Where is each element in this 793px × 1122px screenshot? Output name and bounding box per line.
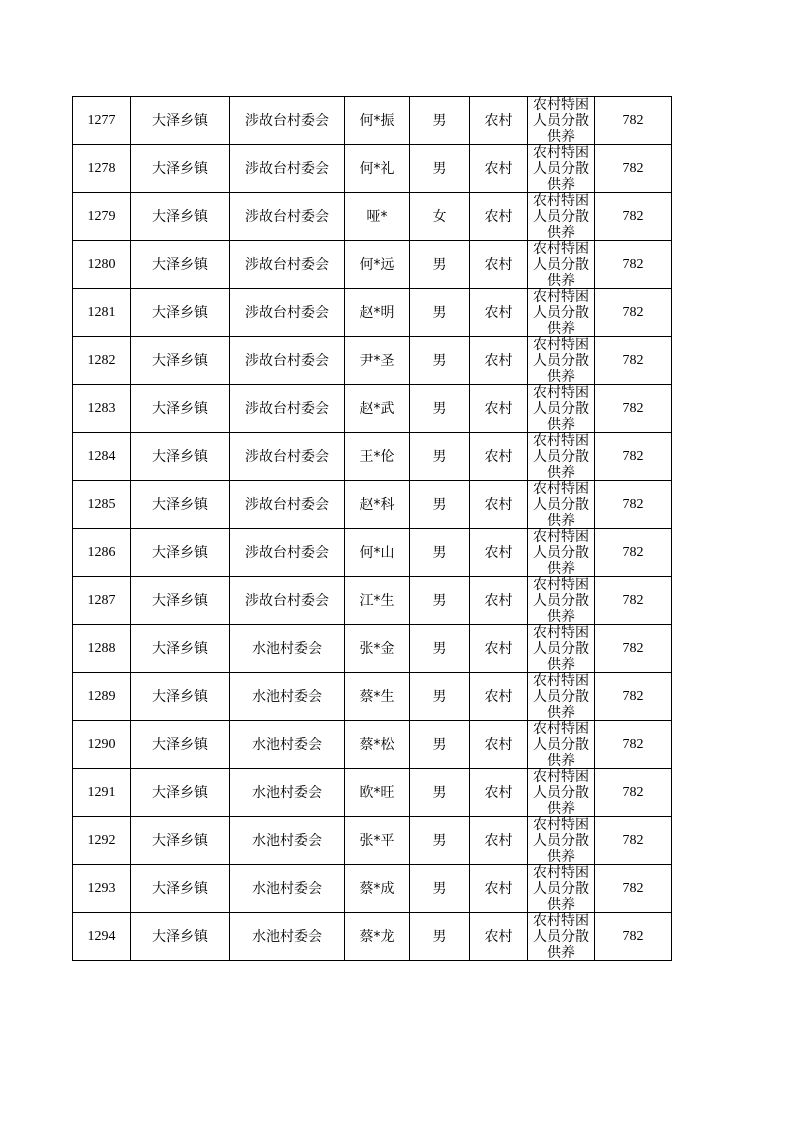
table-row [73,481,672,529]
amount-cell: 782 [595,241,672,289]
village-committee-cell: 水池村委会 [230,625,345,673]
serial-number-cell: 1288 [73,625,131,673]
township-cell: 大泽乡镇 [131,721,230,769]
village-committee-cell: 涉故台村委会 [230,289,345,337]
person-name-cell: 何*振 [345,97,410,145]
township-cell: 大泽乡镇 [131,481,230,529]
support-category-cell [528,433,595,481]
support-category-text: 农村特困人员分散供养 [533,817,589,864]
area-type-cell: 农村 [470,481,528,529]
support-category-cell [528,289,595,337]
support-category-cell [528,385,595,433]
village-committee-cell: 水池村委会 [230,913,345,961]
roster-body [73,97,672,961]
support-category-text: 农村特困人员分散供养 [533,145,589,192]
person-name-cell: 何*远 [345,241,410,289]
support-category-text: 农村特困人员分散供养 [533,481,589,528]
person-name-cell: 王*伦 [345,433,410,481]
person-name-cell: 赵*科 [345,481,410,529]
support-category-text: 农村特困人员分散供养 [533,721,589,768]
village-committee-cell: 水池村委会 [230,721,345,769]
amount-cell: 782 [595,481,672,529]
support-category-text: 农村特困人员分散供养 [533,625,589,672]
amount-cell: 782 [595,769,672,817]
amount-cell: 782 [595,145,672,193]
village-committee-cell: 涉故台村委会 [230,433,345,481]
area-type-cell: 农村 [470,241,528,289]
area-type-cell: 农村 [470,193,528,241]
serial-number-cell: 1291 [73,769,131,817]
person-name-cell: 张*平 [345,817,410,865]
person-name-cell: 江*生 [345,577,410,625]
person-name-cell: 张*金 [345,625,410,673]
gender-cell: 男 [410,817,470,865]
township-cell: 大泽乡镇 [131,625,230,673]
table-row [73,673,672,721]
township-cell: 大泽乡镇 [131,289,230,337]
serial-number-cell: 1289 [73,673,131,721]
village-committee-cell: 水池村委会 [230,673,345,721]
area-type-cell: 农村 [470,385,528,433]
area-type-cell: 农村 [470,289,528,337]
area-type-cell: 农村 [470,817,528,865]
amount-cell: 782 [595,193,672,241]
serial-number-cell: 1282 [73,337,131,385]
person-name-cell: 蔡*松 [345,721,410,769]
township-cell: 大泽乡镇 [131,769,230,817]
amount-cell: 782 [595,625,672,673]
amount-cell: 782 [595,337,672,385]
serial-number-cell: 1287 [73,577,131,625]
serial-number-cell: 1280 [73,241,131,289]
amount-cell: 782 [595,817,672,865]
table-row [73,865,672,913]
support-category-cell [528,769,595,817]
village-committee-cell: 涉故台村委会 [230,97,345,145]
gender-cell: 男 [410,913,470,961]
support-category-text: 农村特困人员分散供养 [533,673,589,720]
serial-number-cell: 1281 [73,289,131,337]
township-cell: 大泽乡镇 [131,529,230,577]
township-cell: 大泽乡镇 [131,337,230,385]
person-name-cell: 哑* [345,193,410,241]
serial-number-cell: 1283 [73,385,131,433]
support-category-cell [528,673,595,721]
table-row [73,337,672,385]
support-category-cell [528,337,595,385]
table-row [73,721,672,769]
support-category-text: 农村特困人员分散供养 [533,913,589,960]
table-row [73,577,672,625]
amount-cell: 782 [595,913,672,961]
gender-cell: 男 [410,721,470,769]
gender-cell: 男 [410,769,470,817]
area-type-cell: 农村 [470,625,528,673]
township-cell: 大泽乡镇 [131,433,230,481]
township-cell: 大泽乡镇 [131,193,230,241]
roster-table [72,96,672,961]
township-cell: 大泽乡镇 [131,817,230,865]
area-type-cell: 农村 [470,769,528,817]
gender-cell: 男 [410,433,470,481]
serial-number-cell: 1286 [73,529,131,577]
table-row [73,433,672,481]
amount-cell: 782 [595,721,672,769]
area-type-cell: 农村 [470,433,528,481]
gender-cell: 男 [410,673,470,721]
support-category-text: 农村特困人员分散供养 [533,337,589,384]
support-category-text: 农村特困人员分散供养 [533,193,589,240]
village-committee-cell: 涉故台村委会 [230,145,345,193]
serial-number-cell: 1293 [73,865,131,913]
township-cell: 大泽乡镇 [131,145,230,193]
area-type-cell: 农村 [470,97,528,145]
township-cell: 大泽乡镇 [131,673,230,721]
amount-cell: 782 [595,529,672,577]
township-cell: 大泽乡镇 [131,913,230,961]
serial-number-cell: 1284 [73,433,131,481]
amount-cell: 782 [595,97,672,145]
table-row [73,241,672,289]
gender-cell: 男 [410,241,470,289]
amount-cell: 782 [595,385,672,433]
area-type-cell: 农村 [470,337,528,385]
serial-number-cell: 1278 [73,145,131,193]
person-name-cell: 赵*明 [345,289,410,337]
serial-number-cell: 1292 [73,817,131,865]
area-type-cell: 农村 [470,673,528,721]
support-category-cell [528,241,595,289]
amount-cell: 782 [595,289,672,337]
serial-number-cell: 1285 [73,481,131,529]
person-name-cell: 蔡*龙 [345,913,410,961]
person-name-cell: 尹*圣 [345,337,410,385]
gender-cell: 男 [410,337,470,385]
person-name-cell: 欧*旺 [345,769,410,817]
support-category-text: 农村特困人员分散供养 [533,289,589,336]
person-name-cell: 蔡*生 [345,673,410,721]
gender-cell: 男 [410,865,470,913]
gender-cell: 男 [410,145,470,193]
support-category-text: 农村特困人员分散供养 [533,241,589,288]
gender-cell: 男 [410,577,470,625]
area-type-cell: 农村 [470,529,528,577]
support-category-text: 农村特困人员分散供养 [533,385,589,432]
table-row [73,193,672,241]
serial-number-cell: 1277 [73,97,131,145]
village-committee-cell: 涉故台村委会 [230,481,345,529]
support-category-cell [528,529,595,577]
support-category-text: 农村特困人员分散供养 [533,529,589,576]
serial-number-cell: 1279 [73,193,131,241]
table-row [73,145,672,193]
person-name-cell: 何*礼 [345,145,410,193]
person-name-cell: 蔡*成 [345,865,410,913]
support-category-text: 农村特困人员分散供养 [533,433,589,480]
support-category-cell [528,721,595,769]
support-category-cell [528,145,595,193]
township-cell: 大泽乡镇 [131,385,230,433]
township-cell: 大泽乡镇 [131,241,230,289]
area-type-cell: 农村 [470,145,528,193]
gender-cell: 男 [410,481,470,529]
serial-number-cell: 1290 [73,721,131,769]
gender-cell: 男 [410,289,470,337]
village-committee-cell: 涉故台村委会 [230,193,345,241]
support-category-text: 农村特困人员分散供养 [533,769,589,816]
amount-cell: 782 [595,433,672,481]
table-row [73,97,672,145]
village-committee-cell: 涉故台村委会 [230,385,345,433]
village-committee-cell: 涉故台村委会 [230,577,345,625]
table-row [73,769,672,817]
support-category-cell [528,481,595,529]
area-type-cell: 农村 [470,913,528,961]
village-committee-cell: 水池村委会 [230,817,345,865]
gender-cell: 女 [410,193,470,241]
table-row [73,289,672,337]
village-committee-cell: 水池村委会 [230,865,345,913]
village-committee-cell: 涉故台村委会 [230,241,345,289]
village-committee-cell: 水池村委会 [230,769,345,817]
support-category-cell [528,913,595,961]
amount-cell: 782 [595,577,672,625]
person-name-cell: 赵*武 [345,385,410,433]
township-cell: 大泽乡镇 [131,577,230,625]
support-category-text: 农村特困人员分散供养 [533,97,589,144]
table-row [73,913,672,961]
amount-cell: 782 [595,865,672,913]
gender-cell: 男 [410,385,470,433]
person-name-cell: 何*山 [345,529,410,577]
serial-number-cell: 1294 [73,913,131,961]
gender-cell: 男 [410,97,470,145]
amount-cell: 782 [595,673,672,721]
support-category-cell [528,97,595,145]
support-category-cell [528,193,595,241]
area-type-cell: 农村 [470,865,528,913]
village-committee-cell: 涉故台村委会 [230,337,345,385]
gender-cell: 男 [410,625,470,673]
township-cell: 大泽乡镇 [131,97,230,145]
township-cell: 大泽乡镇 [131,865,230,913]
area-type-cell: 农村 [470,721,528,769]
table-row [73,385,672,433]
support-category-cell [528,577,595,625]
support-category-text: 农村特困人员分散供养 [533,865,589,912]
support-category-cell [528,865,595,913]
gender-cell: 男 [410,529,470,577]
support-category-text: 农村特困人员分散供养 [533,577,589,624]
support-category-cell [528,625,595,673]
support-category-cell [528,817,595,865]
table-row [73,529,672,577]
village-committee-cell: 涉故台村委会 [230,529,345,577]
area-type-cell: 农村 [470,577,528,625]
table-row [73,817,672,865]
table-row [73,625,672,673]
